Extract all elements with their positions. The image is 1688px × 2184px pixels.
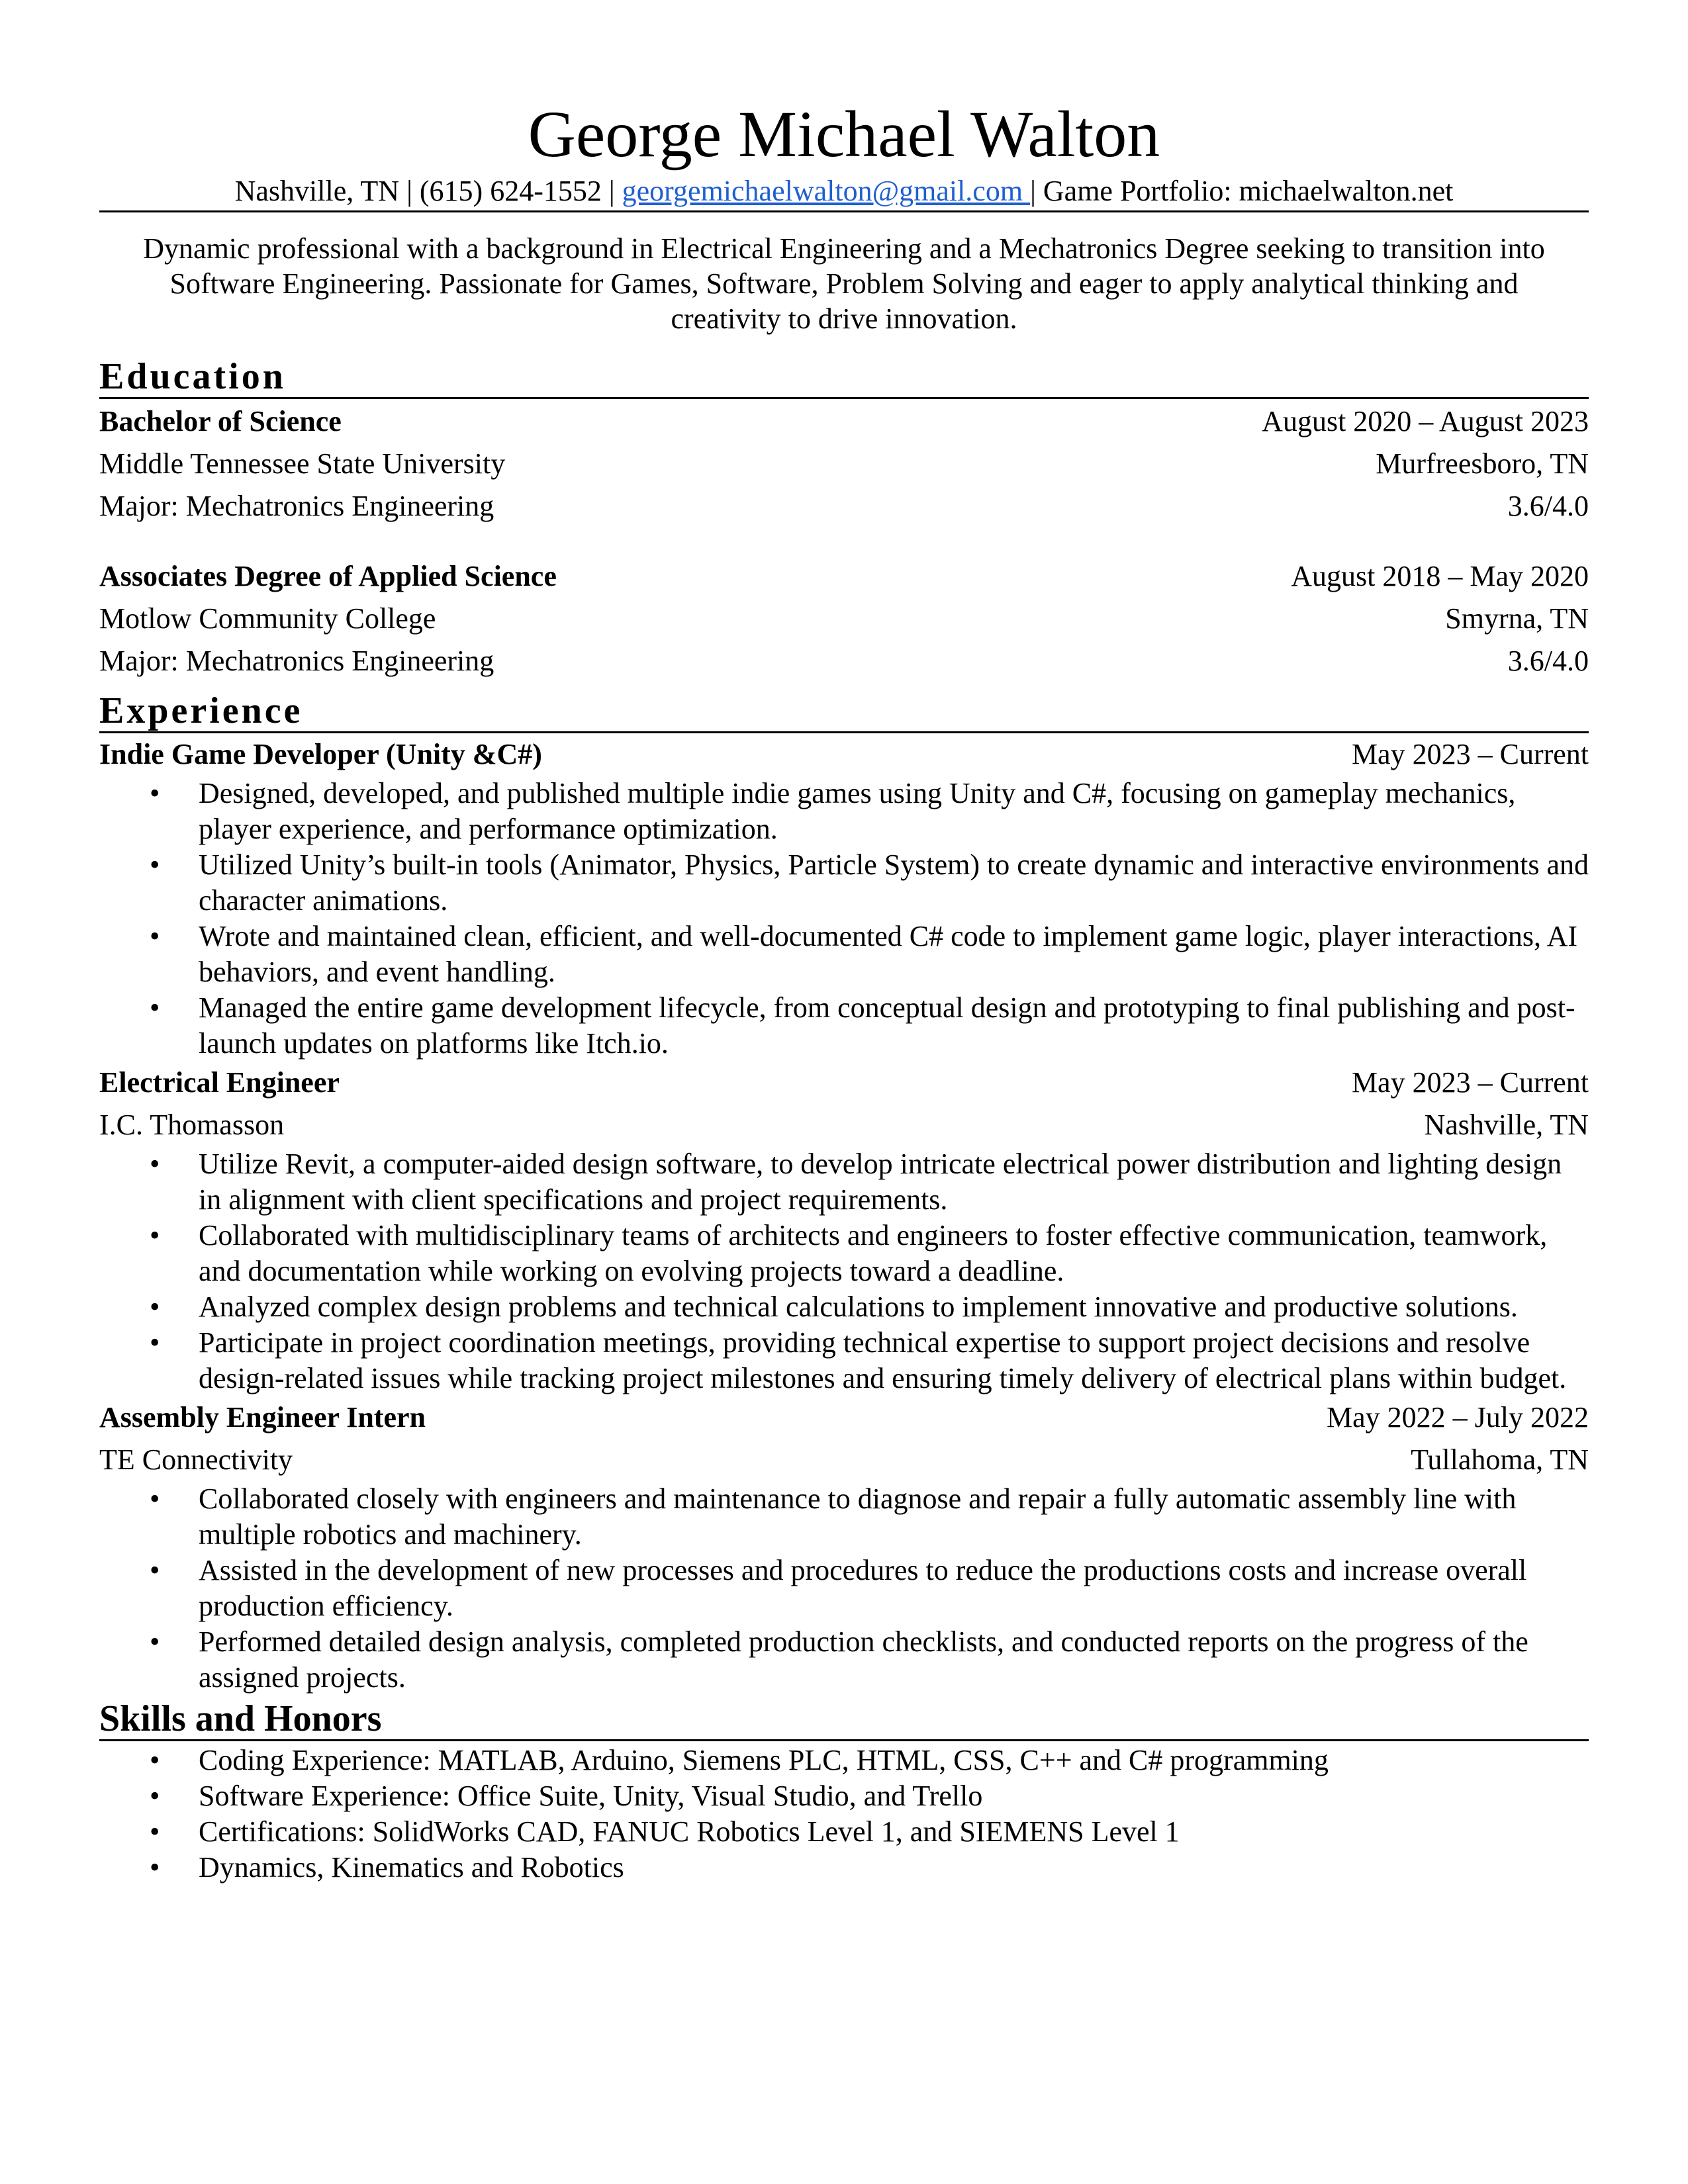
job-company-row	[99, 1439, 1589, 1481]
skills-heading: Skills and Honors	[99, 1698, 1589, 1741]
job-bullet: • Utilized Unity’s built-in tools (Animator, Physics, Particle System) to create dynamic and interactive environments and character animations.	[99, 847, 1589, 919]
job-bullet: • Participate in project coordination meetings, providing technical expertise to support project decisions and resolve design-related issues while tracking project milestones and ensuring timely delivery of electrical plans within budget.	[99, 1325, 1589, 1396]
job-bullet: • Analyzed complex design problems and technical calculations to implement innovative and productive solutions.	[99, 1289, 1589, 1325]
job-dates: May 2023 – Current	[1351, 738, 1589, 770]
experience-heading: Experience	[99, 690, 1589, 733]
job-bullet: • Utilize Revit, a computer-aided design software, to develop intricate electrical power distribution and lighting design in alignment with client specifications and project requirements.	[99, 1146, 1589, 1218]
email-link[interactable]: georgemichaelwalton@gmail.com	[622, 175, 1031, 207]
education-location: Murfreesboro, TN	[1376, 447, 1589, 480]
experience-job	[99, 1396, 1589, 1696]
job-location: Tullahoma, TN	[1411, 1443, 1589, 1476]
summary: Dynamic professional with a background in Electrical Engineering and a Mechatronics Degree seeking to transition into Software Engineering. Passionate for Games, Software, Problem Solving and eager to apply analytical thinking and creativity to drive innovation.	[143, 232, 1545, 335]
education-school: Middle Tennessee State University	[99, 447, 506, 480]
job-bullet: • Wrote and maintained clean, efficient, and well-documented C# code to implement game logic, player interactions, AI behaviors, and event handling.	[99, 919, 1589, 990]
education-major-row	[99, 640, 1589, 682]
job-bullets	[99, 776, 1589, 1062]
education-major: Major: Mechatronics Engineering	[99, 645, 494, 677]
education-gpa: 3.6/4.0	[1507, 490, 1589, 522]
job-title-row	[99, 733, 1589, 776]
education-gpa: 3.6/4.0	[1507, 645, 1589, 677]
job-company-row	[99, 1104, 1589, 1146]
education-entry	[99, 555, 1589, 682]
skill-item: • Software Experience: Office Suite, Unity, Visual Studio, and Trello	[99, 1778, 1589, 1814]
education-school: Motlow Community College	[99, 602, 436, 635]
education-dates: August 2020 – August 2023	[1262, 405, 1589, 437]
skill-item: • Dynamics, Kinematics and Robotics	[99, 1850, 1589, 1886]
experience-job	[99, 733, 1589, 1062]
education-degree: Bachelor of Science	[99, 405, 342, 437]
skills-list	[99, 1743, 1589, 1886]
job-bullets	[99, 1146, 1589, 1396]
resume-page	[99, 0, 1589, 1886]
education-heading: Education	[99, 356, 1589, 399]
contact-prefix: Nashville, TN | (615) 624-1552 |	[234, 175, 622, 207]
job-bullets	[99, 1481, 1589, 1696]
job-dates: May 2023 – Current	[1351, 1066, 1589, 1099]
job-role: Electrical Engineer	[99, 1066, 340, 1099]
job-bullet: • Collaborated closely with engineers and maintenance to diagnose and repair a fully automatic assembly line with multiple robotics and machinery.	[99, 1481, 1589, 1553]
job-bullet: • Managed the entire game development lifecycle, from conceptual design and prototyping to final publishing and post-launch updates on platforms like Itch.io.	[99, 990, 1589, 1062]
education-degree-row	[99, 400, 1589, 443]
job-bullet: • Assisted in the development of new processes and procedures to reduce the productions costs and increase overall production efficiency.	[99, 1553, 1589, 1624]
job-dates: May 2022 – July 2022	[1327, 1401, 1589, 1433]
job-title-row	[99, 1062, 1589, 1104]
education-school-row	[99, 598, 1589, 640]
job-bullet: • Collaborated with multidisciplinary teams of architects and engineers to foster effective communication, teamwork, and documentation while working on evolving projects toward a deadline.	[99, 1218, 1589, 1289]
education-entry	[99, 400, 1589, 527]
job-role: Assembly Engineer Intern	[99, 1401, 426, 1433]
contact-suffix: | Game Portfolio: michaelwalton.net	[1030, 175, 1454, 207]
education-degree: Associates Degree of Applied Science	[99, 560, 557, 592]
skill-item: • Coding Experience: MATLAB, Arduino, Siemens PLC, HTML, CSS, C++ and C# programming	[99, 1743, 1589, 1778]
job-company: TE Connectivity	[99, 1443, 293, 1476]
skill-item: • Certifications: SolidWorks CAD, FANUC Robotics Level 1, and SIEMENS Level 1	[99, 1814, 1589, 1850]
job-role: Indie Game Developer (Unity &C#)	[99, 738, 542, 770]
job-bullet: • Designed, developed, and published multiple indie games using Unity and C#, focusing on gameplay mechanics, player experience, and performance optimization.	[99, 776, 1589, 847]
education-location: Smyrna, TN	[1445, 602, 1589, 635]
job-company: I.C. Thomasson	[99, 1109, 285, 1141]
experience-job	[99, 1062, 1589, 1396]
education-major: Major: Mechatronics Engineering	[99, 490, 494, 522]
job-title-row	[99, 1396, 1589, 1439]
resume-name: George Michael Walton	[528, 97, 1160, 171]
job-location: Nashville, TN	[1424, 1109, 1589, 1141]
education-school-row	[99, 443, 1589, 485]
job-bullet: • Performed detailed design analysis, completed production checklists, and conducted reports on the progress of the assigned projects.	[99, 1624, 1589, 1696]
contact-line	[99, 175, 1589, 212]
education-dates: August 2018 – May 2020	[1291, 560, 1589, 592]
education-degree-row	[99, 555, 1589, 598]
education-major-row	[99, 485, 1589, 527]
